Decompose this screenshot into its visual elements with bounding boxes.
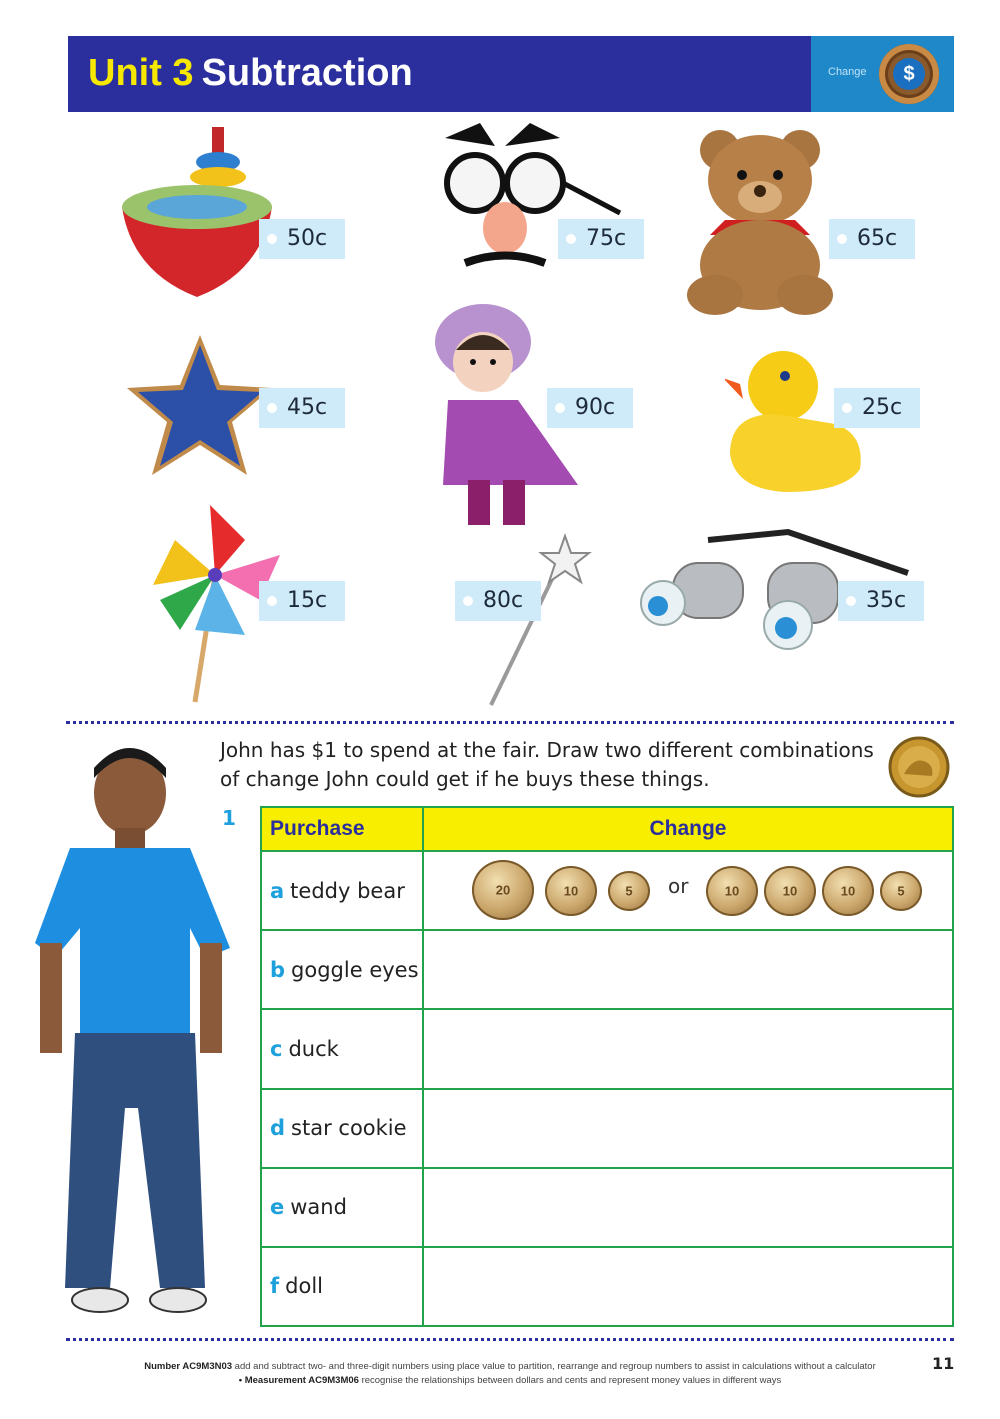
table-row <box>261 930 953 1009</box>
purchase-cell <box>261 851 423 930</box>
row-item: star cookie <box>291 1116 407 1141</box>
coin-value: 10 <box>840 883 856 899</box>
row-item: wand <box>290 1195 347 1220</box>
dollar-badge-icon <box>879 44 939 104</box>
unit-number: Unit 3 <box>88 52 194 94</box>
teddy-bear-icon <box>680 125 840 320</box>
coin-icon <box>764 866 816 916</box>
star-cookie-icon <box>122 330 277 480</box>
spinning-top-icon <box>112 122 282 307</box>
row-item: doll <box>285 1274 323 1299</box>
tag-dot <box>842 403 852 413</box>
row-item: duck <box>288 1036 339 1061</box>
section-divider <box>66 721 954 724</box>
change-cell[interactable] <box>423 930 953 1009</box>
coin-icon <box>706 866 758 916</box>
row-letter: e <box>270 1195 285 1220</box>
purchase-cell <box>261 1009 423 1088</box>
price-label: 45c <box>287 395 328 420</box>
coin-value: 5 <box>897 883 905 899</box>
or-label: or <box>668 874 689 899</box>
price-label: 75c <box>586 226 627 251</box>
price-label: 35c <box>866 588 907 613</box>
page-title <box>88 50 413 96</box>
price-tag <box>455 581 541 621</box>
price-tag <box>558 219 644 259</box>
coin-value: 10 <box>782 883 798 899</box>
change-cell[interactable] <box>423 1247 953 1326</box>
curriculum-footer <box>130 1360 890 1388</box>
unit-header <box>68 36 954 112</box>
boy-photo <box>30 728 235 1320</box>
price-label: 65c <box>857 226 898 251</box>
topic-tab <box>811 36 954 112</box>
change-cell[interactable] <box>423 1168 953 1247</box>
row-letter: d <box>270 1116 286 1141</box>
example-coins <box>424 852 952 929</box>
page-number: 11 <box>932 1354 955 1373</box>
footer-code-1: Number AC9M3N03 <box>144 1361 233 1372</box>
coin-value: 20 <box>495 882 511 898</box>
tag-dot <box>267 596 277 606</box>
row-letter: b <box>270 957 286 982</box>
footer-code-2: • Measurement AC9M3M06 <box>238 1375 359 1386</box>
instruction-text: John has $1 to spend at the fair. Draw two different combinations of change John could get if he buys these things. <box>220 738 874 791</box>
row-letter: f <box>270 1274 280 1299</box>
price-tag <box>834 388 920 428</box>
coin-icon <box>608 871 650 911</box>
price-tag <box>259 219 345 259</box>
price-tag <box>829 219 915 259</box>
row-item: goggle eyes <box>291 957 419 982</box>
table-row <box>261 1089 953 1168</box>
purchase-cell <box>261 1089 423 1168</box>
price-label: 90c <box>575 395 616 420</box>
table-row <box>261 1009 953 1088</box>
change-cell[interactable] <box>423 1089 953 1168</box>
dollar-symbol: $ <box>893 58 925 90</box>
price-label: 50c <box>287 226 328 251</box>
price-tag <box>547 388 633 428</box>
table-row <box>261 851 953 930</box>
purchase-header: Purchase <box>261 807 423 851</box>
footer-line-2 <box>130 1374 890 1388</box>
price-tag <box>259 581 345 621</box>
change-cell[interactable] <box>423 851 953 930</box>
tag-dot <box>267 234 277 244</box>
row-letter: a <box>270 878 285 903</box>
coin-value: 10 <box>724 883 740 899</box>
table-header-row <box>261 807 953 851</box>
change-header: Change <box>423 807 953 851</box>
coin-value: 10 <box>563 883 579 899</box>
price-tag <box>259 388 345 428</box>
change-table <box>260 806 954 1327</box>
price-tag <box>838 581 924 621</box>
purchase-cell <box>261 1168 423 1247</box>
question-number: 1 <box>222 806 236 830</box>
tag-dot <box>837 234 847 244</box>
purchase-cell <box>261 930 423 1009</box>
coin-icon <box>822 866 874 916</box>
price-label: 15c <box>287 588 328 613</box>
tag-dot <box>463 596 473 606</box>
price-label: 80c <box>483 588 524 613</box>
coin-icon <box>472 860 534 920</box>
dollar-coin-icon <box>886 736 952 798</box>
change-cell[interactable] <box>423 1009 953 1088</box>
table-row <box>261 1247 953 1326</box>
coin-icon <box>880 871 922 911</box>
unit-title: Subtraction <box>201 52 413 94</box>
row-letter: c <box>270 1036 283 1061</box>
coin-value: 5 <box>625 883 633 899</box>
footer-divider <box>66 1338 954 1341</box>
footer-text-2: recognise the relationships between dollars and cents and represent money values in different ways <box>361 1375 782 1386</box>
tag-dot <box>555 403 565 413</box>
footer-text-1: add and subtract two- and three-digit numbers using place value to partition, rearrange and regroup numbers to assist in calculations without a calculator <box>234 1361 876 1372</box>
table-row <box>261 1168 953 1247</box>
tag-dot <box>846 596 856 606</box>
tag-dot <box>267 403 277 413</box>
price-label: 25c <box>862 395 903 420</box>
coin-icon <box>545 866 597 916</box>
purchase-cell <box>261 1247 423 1326</box>
wand-icon <box>485 533 595 711</box>
row-item: teddy bear <box>290 878 405 903</box>
topic-label: Change <box>828 66 867 78</box>
footer-line-1 <box>130 1360 890 1374</box>
tag-dot <box>566 234 576 244</box>
